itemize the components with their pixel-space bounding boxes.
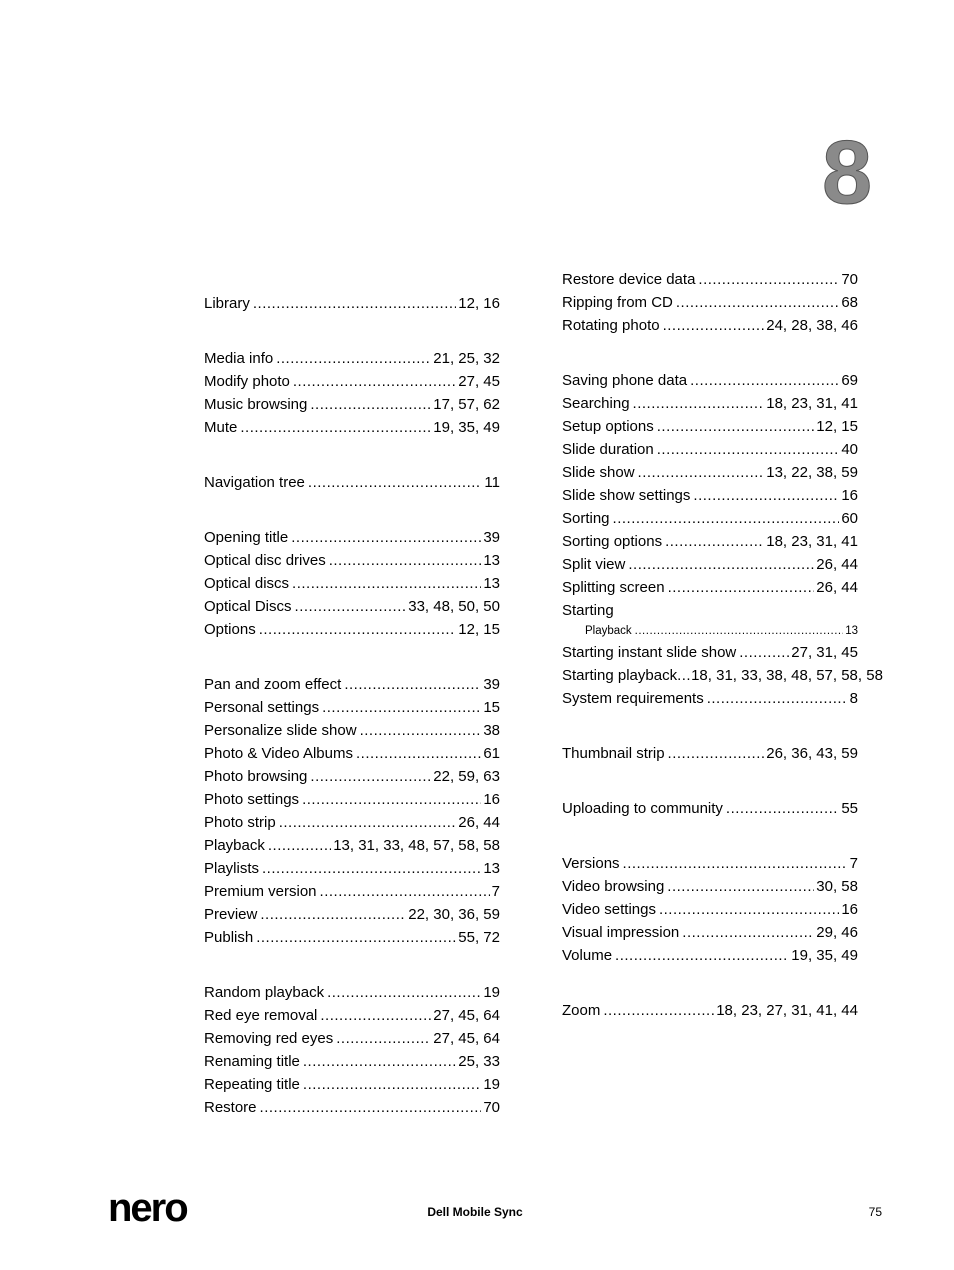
index-term: Versions	[562, 855, 620, 872]
dot-leader	[322, 696, 481, 719]
index-entry	[204, 526, 500, 549]
index-pages: 19, 35, 49	[433, 419, 500, 436]
index-term: Optical disc drives	[204, 552, 326, 569]
index-term: Personal settings	[204, 699, 320, 716]
index-term: Zoom	[562, 1002, 601, 1019]
dot-leader	[302, 788, 481, 811]
index-entry	[562, 852, 858, 875]
index-pages: 17, 57, 62	[433, 396, 500, 413]
index-term: Navigation tree	[204, 474, 305, 491]
column-spacer	[204, 268, 500, 292]
dot-leader	[329, 549, 482, 572]
index-pages: 12, 16	[458, 295, 500, 312]
index-entry	[562, 999, 858, 1022]
index-term: Uploading to community	[562, 800, 723, 817]
dot-leader	[253, 292, 456, 315]
index-entry	[204, 719, 500, 742]
page-number: 75	[868, 1205, 882, 1219]
index-term: Pan and zoom effect	[204, 676, 342, 693]
index-entry	[562, 507, 858, 530]
nero-logo	[106, 1188, 214, 1233]
index-pages: 55	[841, 800, 858, 817]
dot-leader	[240, 416, 431, 439]
index-entry	[562, 392, 858, 415]
index-entry	[204, 981, 500, 1004]
index-entry	[204, 618, 500, 641]
index-entry	[204, 1004, 500, 1027]
index-pages: 16	[841, 487, 858, 504]
dot-leader	[739, 641, 789, 664]
index-entry	[204, 416, 500, 439]
index-term: Modify photo	[204, 373, 290, 390]
dot-leader	[657, 415, 815, 438]
index-term: Photo strip	[204, 814, 276, 831]
dot-leader	[707, 687, 848, 710]
index-entry	[204, 834, 500, 857]
index-term: Media info	[204, 350, 274, 367]
index-term: Starting playback	[562, 667, 678, 684]
dot-leader	[638, 461, 765, 484]
index-entry	[562, 687, 858, 710]
index-term: Splitting screen	[562, 579, 665, 596]
index-subentry	[562, 622, 858, 641]
dot-leader	[303, 1073, 481, 1096]
index-term: Split view	[562, 556, 626, 573]
index-pages: 26, 36, 43, 59	[766, 745, 858, 762]
dot-leader	[291, 526, 481, 549]
dot-leader	[676, 291, 839, 314]
dot-leader	[623, 852, 848, 875]
index-pages: 33, 48, 50, 50	[408, 598, 500, 615]
index-term: Publish	[204, 929, 254, 946]
index-term: Video settings	[562, 901, 656, 918]
dot-leader	[668, 576, 815, 599]
dot-leader	[668, 742, 765, 765]
index-pages: 15	[483, 699, 500, 716]
index-term: Searching	[562, 395, 630, 412]
index-term: Random playback	[204, 984, 325, 1001]
index-term: Volume	[562, 947, 613, 964]
index-pages: 70	[841, 271, 858, 288]
index-term: Ripping from CD	[562, 294, 673, 311]
index-pages: 13	[483, 575, 500, 592]
dot-leader	[276, 347, 431, 370]
group-gap	[204, 641, 500, 673]
index-pages: 39	[483, 676, 500, 693]
index-entry	[562, 875, 858, 898]
dot-leader	[260, 903, 406, 926]
index-pages: 27, 31, 45	[791, 644, 858, 661]
index-term: Slide show	[562, 464, 635, 481]
index-pages: 7	[491, 883, 500, 900]
index-term: Optical discs	[204, 575, 290, 592]
index-pages: 18, 23, 31, 41	[766, 533, 858, 550]
index-entry	[562, 797, 858, 820]
dot-leader	[633, 392, 765, 415]
index-entry	[562, 314, 858, 337]
index-pages: 55, 72	[458, 929, 500, 946]
dot-leader	[279, 811, 457, 834]
index-term: Setup options	[562, 418, 654, 435]
dot-leader	[292, 572, 481, 595]
nero-logo-text: nero	[108, 1188, 187, 1228]
index-pages: 13	[845, 625, 858, 637]
dot-leader	[665, 530, 764, 553]
dot-leader	[310, 765, 431, 788]
dot-leader	[336, 1027, 431, 1050]
index-pages: 18, 31, 33, 38, 48, 57, 58, 58	[691, 667, 883, 684]
index-term: Mute	[204, 419, 238, 436]
dot-leader	[726, 797, 839, 820]
index-pages: 16	[483, 791, 500, 808]
index-term: Slide duration	[562, 441, 654, 458]
index-pages: 8	[849, 690, 858, 707]
index-entry	[204, 811, 500, 834]
index-pages: 13, 22, 38, 59	[766, 464, 858, 481]
index-entry	[562, 461, 858, 484]
dot-leader	[259, 618, 457, 641]
group-gap	[204, 439, 500, 471]
index-term: Premium version	[204, 883, 317, 900]
index-entry	[204, 926, 500, 949]
index-entry	[562, 438, 858, 461]
index-term: Photo settings	[204, 791, 300, 808]
index-term: Visual impression	[562, 924, 680, 941]
index-entry	[204, 903, 500, 926]
group-gap	[562, 967, 858, 999]
group-gap	[562, 337, 858, 369]
index-entry	[562, 742, 858, 765]
index-pages: 29, 46	[816, 924, 858, 941]
index-entry	[204, 696, 500, 719]
index-entry	[562, 921, 858, 944]
dot-leader	[635, 622, 844, 641]
index-pages: 39	[483, 529, 500, 546]
dot-leader	[667, 875, 814, 898]
index-term: Starting instant slide show	[562, 644, 737, 661]
index-entry	[204, 742, 500, 765]
dot-leader	[262, 857, 481, 880]
dot-leader	[310, 393, 431, 416]
index-entry	[204, 572, 500, 595]
index-pages: 21, 25, 32	[433, 350, 500, 367]
dot-leader	[295, 595, 407, 618]
index-entry	[204, 471, 500, 494]
index-term: Repeating title	[204, 1076, 300, 1093]
index-entry	[204, 673, 500, 696]
index-term: Playback	[204, 837, 265, 854]
dot-leader	[303, 1050, 456, 1073]
index-entry	[204, 1096, 500, 1119]
index-term: Options	[204, 621, 256, 638]
dot-leader	[256, 926, 456, 949]
index-term: Music browsing	[204, 396, 308, 413]
index-pages: 16	[841, 901, 858, 918]
index-entry	[562, 415, 858, 438]
index-term: Video browsing	[562, 878, 665, 895]
dot-leader	[293, 370, 456, 393]
index-entry	[204, 788, 500, 811]
chapter-number: 8	[821, 123, 870, 223]
dot-leader	[327, 981, 481, 1004]
index-entry	[204, 857, 500, 880]
index-entry	[562, 898, 858, 921]
group-gap	[204, 494, 500, 526]
index-term: Library	[204, 295, 250, 312]
dot-leader	[615, 944, 789, 967]
dot-leader	[260, 1096, 482, 1119]
index-entry	[562, 530, 858, 553]
index-pages: 38	[483, 722, 500, 739]
index-column-right	[562, 268, 883, 1022]
index-term: Photo & Video Albums	[204, 745, 353, 762]
index-term: Preview	[204, 906, 258, 923]
index-entry	[562, 553, 858, 576]
index-entry	[204, 347, 500, 370]
index-term: Sorting options	[562, 533, 663, 550]
index-column-left	[204, 268, 500, 1119]
dot-leader	[320, 880, 490, 903]
index-term: Optical Discs	[204, 598, 292, 615]
dot-leader	[613, 507, 840, 530]
index-pages: 40	[841, 441, 858, 458]
index-term: Photo browsing	[204, 768, 308, 785]
index-pages: 19	[483, 1076, 500, 1093]
index-term: Opening title	[204, 529, 289, 546]
index-entry	[204, 765, 500, 788]
index-entry	[204, 370, 500, 393]
dot-leader	[320, 1004, 431, 1027]
index-term: Restore device data	[562, 271, 696, 288]
index-term: Personalize slide show	[204, 722, 357, 739]
index-term: Removing red eyes	[204, 1030, 334, 1047]
dot-leader	[657, 438, 840, 461]
index-pages: 27, 45, 64	[433, 1007, 500, 1024]
index-pages: 27, 45	[458, 373, 500, 390]
index-pages: 11	[484, 474, 500, 491]
dot-leader	[682, 921, 814, 944]
index-pages: 26, 44	[458, 814, 500, 831]
index-term: Red eye removal	[204, 1007, 318, 1024]
dot-leader	[268, 834, 331, 857]
index-pages: 7	[849, 855, 858, 872]
index-pages: 24, 28, 38, 46	[766, 317, 858, 334]
index-term: Sorting	[562, 510, 610, 527]
index-pages: 70	[483, 1099, 500, 1116]
index-entry	[204, 1050, 500, 1073]
index-entry	[204, 292, 500, 315]
group-gap	[562, 820, 858, 852]
index-term: Restore	[204, 1099, 257, 1116]
index-entry	[562, 369, 858, 392]
index-pages: 13	[483, 552, 500, 569]
index-pages: 13	[483, 860, 500, 877]
index-pages: 69	[841, 372, 858, 389]
group-gap	[204, 949, 500, 981]
index-pages: 61	[483, 745, 500, 762]
index-pages: 60	[841, 510, 858, 527]
index-entry	[204, 1073, 500, 1096]
dot-leader	[690, 369, 839, 392]
index-entry	[204, 393, 500, 416]
index-entry	[204, 1027, 500, 1050]
dot-leader	[628, 553, 814, 576]
index-term: Slide show settings	[562, 487, 691, 504]
index-pages: 12, 15	[816, 418, 858, 435]
index-pages: 19, 35, 49	[791, 947, 858, 964]
index-pages: 22, 30, 36, 59	[408, 906, 500, 923]
index-entry	[204, 595, 500, 618]
index-term: Playlists	[204, 860, 260, 877]
group-gap	[204, 315, 500, 347]
index-pages: 22, 59, 63	[433, 768, 500, 785]
index-pages: 68	[841, 294, 858, 311]
dot-leader	[344, 673, 481, 696]
dot-leader	[356, 742, 481, 765]
index-pages: 25, 33	[458, 1053, 500, 1070]
index-pages: 26, 44	[816, 579, 858, 596]
index-entry	[562, 268, 858, 291]
dot-leader	[693, 484, 839, 507]
footer-title: Dell Mobile Sync	[427, 1205, 523, 1219]
index-entry	[562, 599, 858, 622]
dot-leader	[663, 314, 765, 337]
index-pages: 26, 44	[816, 556, 858, 573]
index-entry	[562, 291, 858, 314]
index-entry	[562, 944, 858, 967]
index-pages: 12, 15	[458, 621, 500, 638]
dot-leader	[677, 667, 691, 684]
index-entry	[562, 664, 883, 687]
index-term: Starting	[562, 602, 614, 619]
index-pages: 19	[483, 984, 500, 1001]
index-entry	[562, 576, 858, 599]
index-entry	[204, 880, 500, 903]
index-term: Renaming title	[204, 1053, 300, 1070]
index-term: Playback	[585, 625, 632, 637]
index-term: System requirements	[562, 690, 704, 707]
index-term: Rotating photo	[562, 317, 660, 334]
index-entry	[204, 549, 500, 572]
index-entry	[562, 641, 858, 664]
index-term: Thumbnail strip	[562, 745, 665, 762]
index-pages: 13, 31, 33, 48, 57, 58, 58	[333, 837, 500, 854]
index-entry	[562, 484, 858, 507]
dot-leader	[698, 268, 839, 291]
dot-leader	[360, 719, 482, 742]
dot-leader	[659, 898, 839, 921]
index-pages: 27, 45, 64	[433, 1030, 500, 1047]
nero-logo-mark	[106, 1188, 214, 1228]
index-pages: 30, 58	[816, 878, 858, 895]
group-gap	[562, 710, 858, 742]
index-pages: 18, 23, 27, 31, 41, 44	[716, 1002, 858, 1019]
dot-leader	[603, 999, 714, 1022]
dot-leader	[308, 471, 483, 494]
index-pages: 18, 23, 31, 41	[766, 395, 858, 412]
index-term: Saving phone data	[562, 372, 688, 389]
group-gap	[562, 765, 858, 797]
